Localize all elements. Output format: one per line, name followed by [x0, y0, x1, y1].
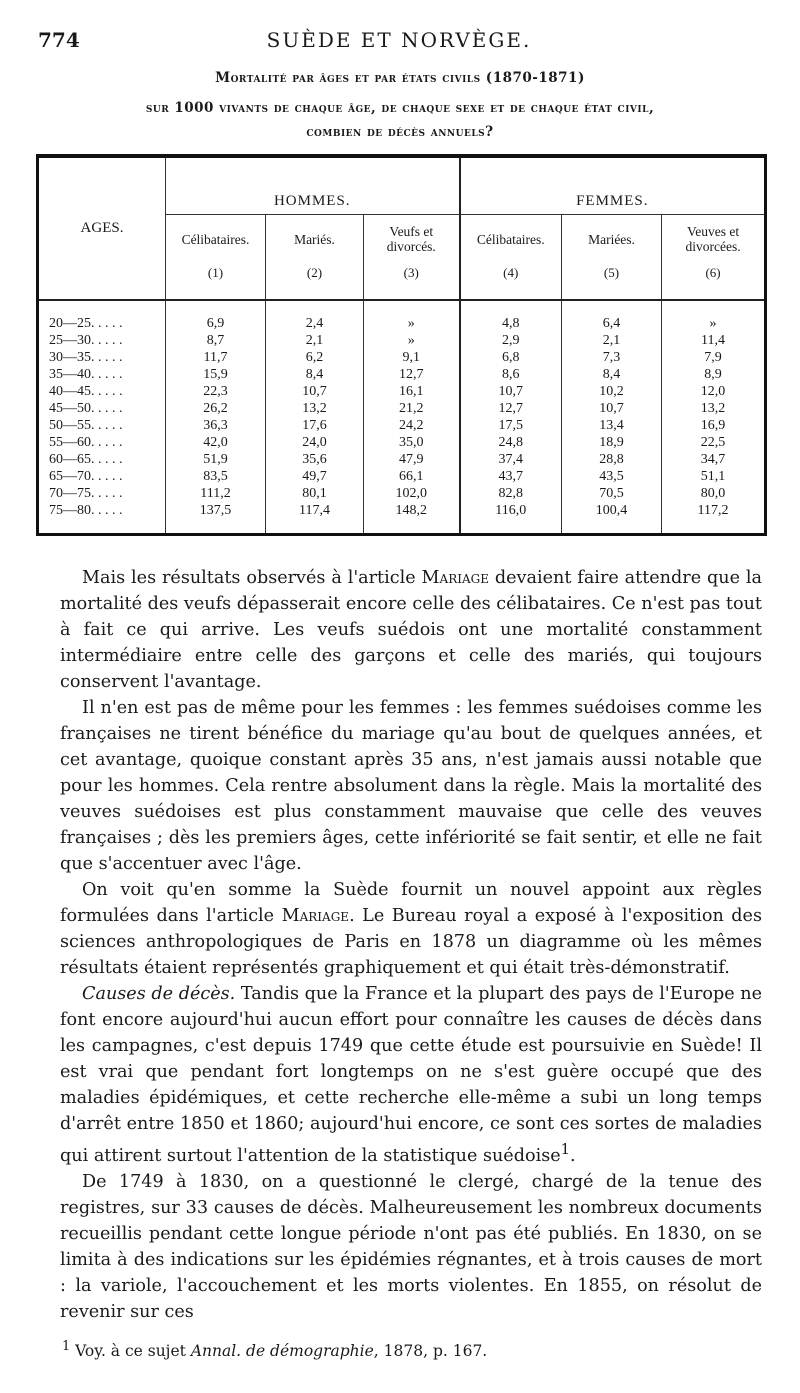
col-header-women-single: Célibataires. — [460, 215, 562, 264]
value-cell: 34,7 — [662, 451, 766, 468]
cross-reference: Mariage — [421, 568, 489, 588]
value-cell: 15,9 — [203, 367, 228, 382]
value-cell: 117,2 — [662, 502, 766, 519]
value-cell: 6,9 — [206, 316, 225, 331]
value-cell: 51,1 — [662, 468, 766, 485]
age-cell: 65—70. . . . . — [38, 468, 166, 485]
age-cell: 40—45. . . . . — [38, 383, 166, 400]
paragraph: Il n'en est pas de même pour les femmes : les femmes suédoises comme les françaises ne tirent bénéfice du mariage qu'au bout de quelques années, et cet avantage, quoique constant après 35 ans, n'est jamais aussi notable que pour les hommes. Cela rentre absolument dans la règle. Mais la mortalité des veuves suédoises est plus constamment mauvaise que celle des veuves françaises ; dès les premiers âges, cette infériorité se fait sentir, et elle ne fait que s'accentuer avec l'âge. — [60, 698, 762, 874]
table-row — [38, 417, 766, 434]
col-header-men-married: Mariés. — [266, 215, 364, 264]
value-cell: 2,9 — [460, 332, 562, 349]
value-cell: 100,4 — [562, 502, 662, 519]
value-cell: 6,2 — [266, 349, 364, 366]
footnote-ref: 1 — [560, 1141, 570, 1158]
age-cell: 20—25. . . . . — [38, 315, 166, 332]
age-cell: 55—60. . . . . — [38, 434, 166, 451]
value-cell: 66,1 — [364, 468, 460, 485]
table-row — [38, 400, 766, 417]
value-cell: 51,9 — [203, 452, 228, 467]
age-cell: 60—65. . . . . — [38, 451, 166, 468]
women-group-header: FEMMES. — [460, 156, 766, 215]
footnote: $^1$ Voy. à ce sujet Annal. de démographie, 1878, p. 167. — [62, 1339, 488, 1361]
value-cell: 49,7 — [266, 468, 364, 485]
paragraph: On voit qu'en somme la Suède fournit un nouvel appoint aux règles formulées dans l'article Mariage. Le Bureau royal a exposé à l'exposition des sciences anthropologiques de Paris en 1878 un diagramme où les mêmes résultats étaient représentés graphiquement et qui était très-démonstratif. — [60, 880, 762, 978]
value-cell: 42,0 — [203, 435, 228, 450]
col-num: (3) — [364, 263, 460, 300]
value-cell: 13,2 — [662, 400, 766, 417]
age-cell: 70—75. . . . . — [38, 485, 166, 502]
running-head — [38, 28, 760, 58]
value-cell: 16,1 — [364, 383, 460, 400]
section-lead: Causes de décès. — [82, 984, 236, 1004]
paragraph: De 1749 à 1830, on a questionné le clergé, chargé de la tenue des registres, sur 33 causes de décès. Malheureusement les nombreux documents recueillis pendant cette longue période n'ont pas été publiés. En 1830, on se limita à des indications sur les épidémies régnantes, et à trois causes de mort : la variole, l'accouchement et les morts violentes. En 1855, on résolut de revenir sur ces — [60, 1171, 762, 1322]
value-cell: 12,7 — [364, 366, 460, 383]
value-cell: 47,9 — [364, 451, 460, 468]
paragraph: Causes de décès. Tandis que la France et la plupart des pays de l'Europe ne font encore aujourd'hui aucun effort pour connaître les causes de décès dans les campagnes, c'est depuis 1749 que cette étude est poursuivie en Suède! Il est vrai que pendant fort longtemps on ne s'est guère occupé que des maladies épidémiques, et cette recherche elle-même a subi un long temps d'arrêt entre 1850 et 1860; aujourd'hui encore, ce sont ces sortes de maladies qui attirent surtout l'attention de la statistique suédoise$^1$. — [60, 984, 762, 1166]
value-cell: 24,0 — [266, 434, 364, 451]
value-cell: 22,5 — [662, 434, 766, 451]
value-cell: 35,0 — [364, 434, 460, 451]
col-num: (4) — [460, 263, 562, 300]
value-cell: 28,8 — [562, 451, 662, 468]
footnote-mark: 1 — [62, 1339, 71, 1354]
value-cell: 43,7 — [460, 468, 562, 485]
table-row — [38, 366, 766, 383]
value-cell: » — [662, 315, 766, 332]
value-cell: 13,4 — [562, 417, 662, 434]
page-number: 774 — [38, 28, 80, 52]
table-row — [38, 451, 766, 468]
value-cell: 37,4 — [460, 451, 562, 468]
value-cell: 21,2 — [364, 400, 460, 417]
value-cell: 6,8 — [460, 349, 562, 366]
table-row — [38, 468, 766, 485]
value-cell: 80,0 — [662, 485, 766, 502]
value-cell: 35,6 — [266, 451, 364, 468]
value-cell: 11,4 — [662, 332, 766, 349]
age-cell: 30—35. . . . . — [38, 349, 166, 366]
value-cell: 26,2 — [203, 401, 228, 416]
value-cell: 36,3 — [203, 418, 228, 433]
age-cell: 45—50. . . . . — [38, 400, 166, 417]
cross-reference: Mariage — [281, 906, 350, 926]
table-subtitle-2: combien de décès annuels? — [306, 124, 494, 140]
value-cell: 24,8 — [460, 434, 562, 451]
value-cell: 116,0 — [460, 502, 562, 519]
value-cell: 7,9 — [662, 349, 766, 366]
age-header: AGES. — [38, 156, 166, 300]
col-num: (2) — [266, 263, 364, 300]
col-num: (6) — [662, 263, 766, 300]
table-row — [38, 349, 766, 366]
value-cell: 10,7 — [460, 383, 562, 400]
value-cell: 43,5 — [562, 468, 662, 485]
value-cell: 117,4 — [266, 502, 364, 519]
value-cell: 7,3 — [562, 349, 662, 366]
body-text — [60, 565, 762, 1325]
col-header-women-married: Mariées. — [562, 215, 662, 264]
value-cell: 12,0 — [662, 383, 766, 400]
value-cell: 2,1 — [266, 332, 364, 349]
value-cell: 111,2 — [200, 486, 231, 501]
value-cell: 80,1 — [266, 485, 364, 502]
table-row — [38, 332, 766, 349]
col-header-men-single: Célibataires. — [166, 215, 266, 264]
men-group-header: HOMMES. — [166, 156, 460, 215]
table-row — [38, 502, 766, 519]
value-cell: 137,5 — [199, 503, 232, 518]
value-cell: 18,9 — [562, 434, 662, 451]
col-header-women-widowed: Veuves et divorcées. — [662, 215, 766, 264]
value-cell: 102,0 — [364, 485, 460, 502]
value-cell: 11,7 — [203, 350, 228, 365]
value-cell: 10,2 — [562, 383, 662, 400]
value-cell: 22,3 — [203, 384, 228, 399]
value-cell: 8,4 — [266, 366, 364, 383]
value-cell: 4,8 — [460, 315, 562, 332]
value-cell: 8,7 — [206, 333, 225, 348]
value-cell: 10,7 — [266, 383, 364, 400]
table-row — [38, 383, 766, 400]
col-num: (1) — [207, 265, 224, 280]
age-cell: 50—55. . . . . — [38, 417, 166, 434]
value-cell: 17,6 — [266, 417, 364, 434]
value-cell: 2,1 — [562, 332, 662, 349]
value-cell: 8,9 — [662, 366, 766, 383]
value-cell: » — [364, 332, 460, 349]
value-cell: 82,8 — [460, 485, 562, 502]
table-row — [38, 434, 766, 451]
value-cell: » — [364, 315, 460, 332]
value-cell: 24,2 — [364, 417, 460, 434]
running-title: SUÈDE ET NORVÈGE. — [266, 28, 532, 52]
table-row — [38, 485, 766, 502]
table-row — [38, 315, 766, 332]
value-cell: 83,5 — [203, 469, 228, 484]
value-cell: 9,1 — [364, 349, 460, 366]
mortality-table — [36, 154, 767, 536]
col-num: (5) — [562, 263, 662, 300]
value-cell: 148,2 — [364, 502, 460, 519]
value-cell: 16,9 — [662, 417, 766, 434]
age-cell: 25—30. . . . . — [38, 332, 166, 349]
table-subtitle: sur 1000 vivants de chaque âge, de chaque sexe et de chaque état civil, — [145, 100, 655, 116]
value-cell: 2,4 — [266, 315, 364, 332]
value-cell: 70,5 — [562, 485, 662, 502]
value-cell: 8,6 — [460, 366, 562, 383]
age-cell: 35—40. . . . . — [38, 366, 166, 383]
value-cell: 8,4 — [562, 366, 662, 383]
value-cell: 13,2 — [266, 400, 364, 417]
value-cell: 17,5 — [460, 417, 562, 434]
col-header-men-widowed: Veufs et divorcés. — [364, 215, 460, 264]
paragraph: Mais les résultats observés à l'article Mariage devaient faire attendre que la mortalité des veufs dépasserait encore celle des célibataires. Ce n'est pas tout à fait ce qui arrive. Les veufs suédois ont une mortalité constamment intermédiaire entre celle des garçons et celle des mariés, qui toujours conservent l'avantage. — [60, 568, 762, 692]
value-cell: 6,4 — [562, 315, 662, 332]
table-body — [38, 300, 766, 535]
value-cell: 12,7 — [460, 400, 562, 417]
table-title: Mortalité par âges et par états civils (1870-1871) — [215, 70, 585, 86]
value-cell: 10,7 — [562, 400, 662, 417]
age-cell: 75—80. . . . . — [38, 502, 166, 519]
